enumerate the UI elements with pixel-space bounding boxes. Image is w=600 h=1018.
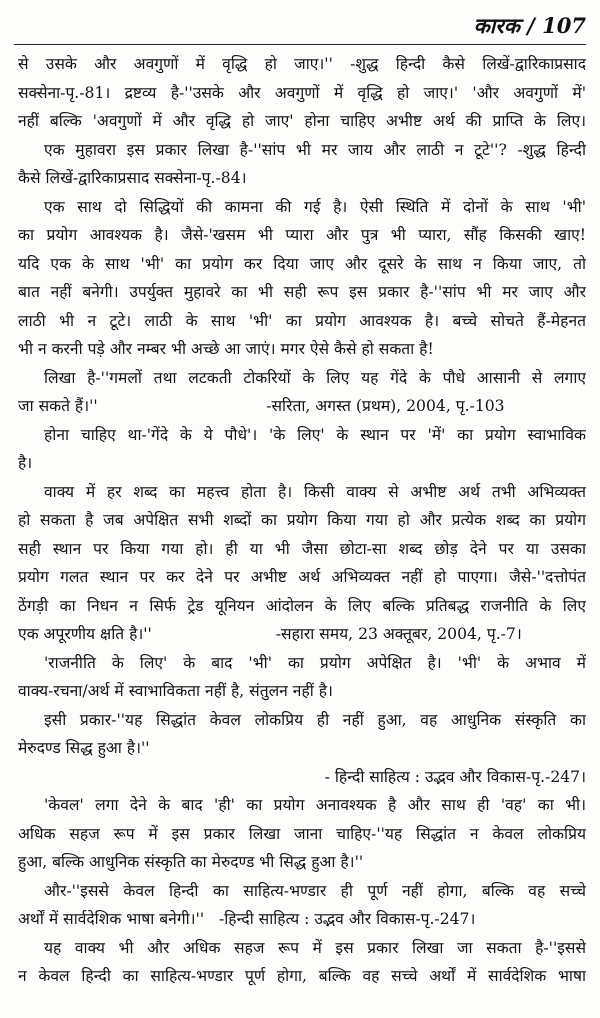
text-line: सही स्थान पर किया गया हो। ही या भी जैसा छोटा-सा शब्द छोड़ देने पर या उसका [18, 539, 586, 558]
text-line: एक अपूरणीय क्षति है।'' -सहारा समय, 23 अक्तूबर, 2004, पृ.-7। [18, 625, 522, 643]
text-line: इसी प्रकार-''यह सिद्धांत केवल लोकप्रिय ही नहीं हुआ, वह आधुनिक संस्कृति का [44, 710, 586, 729]
text-line: वाक्य में हर शब्द का महत्त्व होता है। किसी वाक्य से अभीष्ट अर्थ तभी अभिव्यक्त [44, 482, 586, 501]
citation-line: - हिन्दी साहित्य : उद्भव और विकास-पृ.-247। [324, 767, 586, 786]
text-line: 'केवल' लगा देने के बाद 'ही' का प्रयोग अनावश्यक है और साथ ही 'वह' का भी। [44, 796, 586, 814]
text-line: भी न करनी पड़े और नम्बर भी अच्छे आ जाएं। मगर ऐसे कैसे हो सकता है! [18, 340, 434, 358]
text-line: यह वाक्य भी और अधिक सहज रूप में इस प्रकार लिखा जा सकता है-''इससे [44, 938, 586, 957]
text-line: लिखा है-''गमलों तथा लटकती टोकरियों के लिए यह गेंदे के पौधे आसानी से लगाए [44, 368, 586, 387]
text-line: से उसके और अवगुणों में वृद्धि हो जाए।'' -शुद्ध हिन्दी कैसे लिखें-द्वारिकाप्रसाद [18, 55, 586, 73]
text-line: अधिक सहज रूप में इस प्रकार लिखा जाना चाहिए-''यह सिद्धांत न केवल लोकप्रिय [18, 824, 586, 843]
text-line: कैसे लिखें-द्वारिकाप्रसाद सक्सेना-पृ.-84। [18, 169, 247, 187]
text-line: लाठी भी न टूटे। लाठी के साथ 'भी' का प्रयोग आवश्यक है। बच्चे सोचते हैं-मेहनत [18, 311, 586, 330]
header-rule [14, 44, 586, 45]
page-body [18, 50, 586, 991]
text-line: 'राजनीति के लिए' के बाद 'भी' का प्रयोग अपेक्षित है। 'भी' के अभाव में [44, 653, 586, 672]
text-line: जा सकते हैं।'' -सरिता, अगस्त (प्रथम), 2004, पृ.-103 [18, 397, 505, 415]
text-line: हो सकता है जब अपेक्षित सभी शब्दों का प्रयोग किया गया हो और प्रत्येक शब्द का प्रयोग [18, 511, 586, 529]
text-line: बात नहीं बनेगी। उपर्युक्त मुहावरे का भी सही रूप इस प्रकार है-''सांप भी मर जाए और [18, 283, 586, 301]
text-line: एक साथ दो सिद्धियों की कामना की गई है। ऐसी स्थिति में दोनों के साथ 'भी' [44, 197, 586, 216]
text-line: है। [18, 454, 33, 472]
text-line: ठेंगड़ी का निधन न सिर्फ ट्रेड यूनियन आंदोलन के लिए बल्कि प्रतिबद्ध राजनीति के लिए [18, 596, 586, 615]
running-header: कारक / 107 [473, 13, 586, 38]
text-line: नहीं बल्कि 'अवगुणों में और वृद्धि हो जाए' होना चाहिए अभीष्ट अर्थ की प्राप्ति के लिए। [18, 112, 586, 130]
text-line: होना चाहिए था-'गेंदे के ये पौधे'। 'के लिए' के स्थान पर 'में' का प्रयोग स्वाभाविक [44, 425, 586, 444]
text-line: अर्थों में सार्वदेशिक भाषा बनेगी।'' -हिन्दी साहित्य : उद्भव और विकास-पृ.-247। [18, 910, 476, 928]
text-line: यदि एक के साथ 'भी' का प्रयोग कर दिया जाए और दूसरे के साथ न किया जाए, तो [18, 254, 586, 273]
text-line: और-''इससे केवल हिन्दी का साहित्य-भण्डार ही पूर्ण नहीं होगा, बल्कि वह सच्चे [44, 881, 586, 900]
text-line: एक मुहावरा इस प्रकार लिखा है-''सांप भी मर जाय और लाठी न टूटे''? -शुद्ध हिन्दी [44, 140, 586, 159]
text-line: वाक्य-रचना/अर्थ में स्वाभाविकता नहीं है, संतुलन नहीं है। [18, 682, 333, 700]
text-line: सक्सेना-पृ.-81। द्रष्टव्य है-''उसके और अवगुणों में वृद्धि हो जाए।' 'और अवगुणों में' [18, 83, 586, 102]
text-line: का प्रयोग आवश्यक है। जैसे-'खसम भी प्यारा और पुत्र भी प्यारा, सौंह किसकी खाए! [18, 226, 586, 244]
text-line: मेरुदण्ड सिद्ध हुआ है।'' [18, 739, 150, 757]
text-line: न केवल हिन्दी का साहित्य-भण्डार पूर्ण होगा, बल्कि वह सच्चे अर्थों में सार्वदेशिक भाषा [18, 967, 586, 985]
text-line: हुआ, बल्कि आधुनिक संस्कृति का मेरुदण्ड भी सिद्ध हुआ है।'' [18, 853, 364, 871]
text-line: प्रयोग गलत स्थान पर कर देने पर अभीष्ट अर्थ अभिव्यक्त नहीं हो पाएगा। जैसे-''दत्तोपंत [18, 568, 586, 586]
